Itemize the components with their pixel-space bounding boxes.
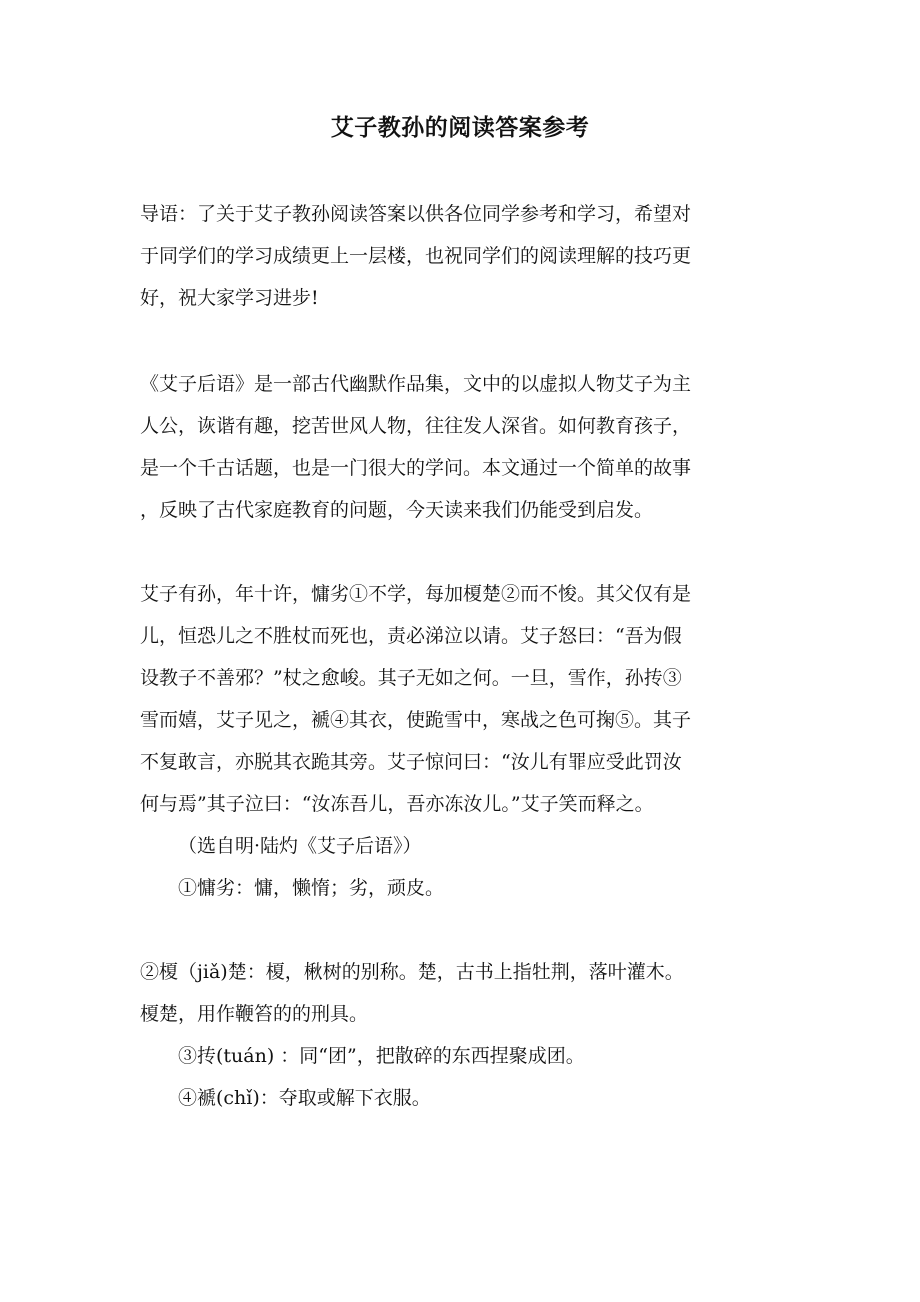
notes-paragraph bbox=[140, 951, 780, 1119]
background-line: 人公，诙谐有趣，挖苦世风人物，往往发人深省。如何教育孩子， bbox=[140, 415, 692, 437]
footnote-4: ④褫(chǐ)：夺取或解下衣服。 bbox=[178, 1087, 431, 1109]
document-title: 艾子教孙的阅读答案参考 bbox=[330, 114, 590, 141]
intro-line: 导语：了关于艾子教孙阅读答案以供各位同学参考和学习，希望对 bbox=[140, 203, 692, 225]
story-line: 设教子不善邪？”杖之愈峻。其子无如之何。一旦，雪作，孙抟③ bbox=[140, 667, 682, 689]
story-line: 艾子有孙，年十许，慵劣①不学，每加榎楚②而不悛。其父仅有是 bbox=[140, 583, 692, 605]
footnote-1: ①慵劣：慵，懒惰；劣，顽皮。 bbox=[178, 877, 445, 899]
story-line: 何与焉”其子泣曰：“汝冻吾儿，吾亦冻汝儿。”艾子笑而释之。 bbox=[140, 793, 654, 815]
background-line: ，反映了古代家庭教育的问题，今天读来我们仍能受到启发。 bbox=[140, 499, 654, 521]
background-line: 是一个千古话题，也是一门很大的学问。本文通过一个简单的故事 bbox=[140, 457, 692, 479]
story-paragraph bbox=[140, 573, 780, 909]
footnote-3: ③抟(tuán) ：同“团”，把散碎的东西捏聚成团。 bbox=[178, 1045, 585, 1067]
story-line: 儿，恒恐儿之不胜杖而死也，责必涕泣以请。艾子怒曰：“吾为假 bbox=[140, 625, 682, 647]
intro-paragraph bbox=[140, 193, 780, 319]
source-citation: （选自明·陆灼《艾子后语》） bbox=[178, 835, 422, 857]
intro-line: 于同学们的学习成绩更上一层楼，也祝同学们的阅读理解的技巧更 bbox=[140, 245, 692, 267]
footnote-2-continued: 榎楚，用作鞭笞的的刑具。 bbox=[140, 1003, 369, 1025]
footnote-2: ②榎（jiǎ)楚：榎，楸树的别称。楚，古书上指牡荆，落叶灌木。 bbox=[140, 961, 684, 983]
story-line: 雪而嬉，艾子见之，褫④其衣，使跪雪中，寒战之色可掬⑤。其子 bbox=[140, 709, 692, 731]
story-line: 不复敢言，亦脱其衣跪其旁。艾子惊问曰：“汝儿有罪应受此罚汝 bbox=[140, 751, 682, 773]
intro-line: 好，祝大家学习进步! bbox=[140, 287, 319, 309]
background-line: 《艾子后语》是一部古代幽默作品集，文中的以虚拟人物艾子为主 bbox=[140, 373, 692, 395]
background-paragraph bbox=[140, 363, 780, 531]
